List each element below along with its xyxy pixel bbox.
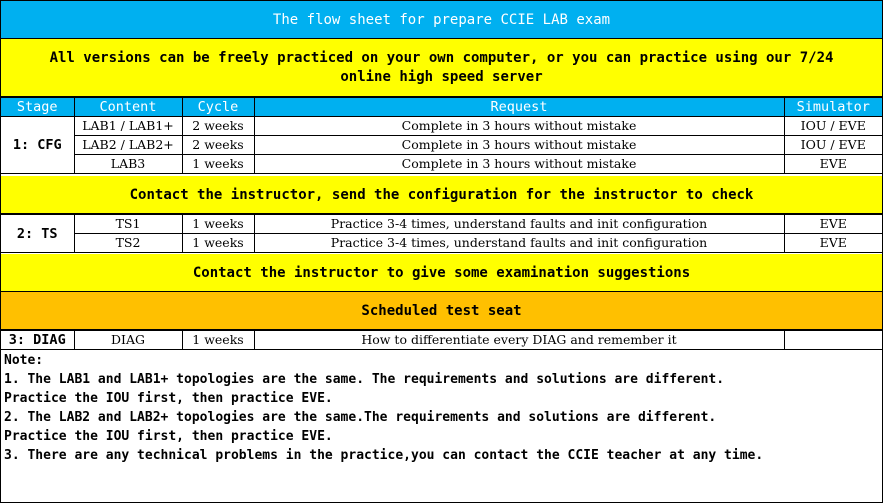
stage-ts: 2: TS: [1, 215, 74, 253]
simulator-cell: [784, 331, 882, 350]
note-line: Practice the IOU first, then practice EVE.: [4, 391, 333, 406]
cycle-cell: 1 weeks: [182, 155, 254, 174]
request-cell: Complete in 3 hours without mistake: [254, 136, 784, 155]
col-content: Content: [74, 98, 182, 117]
content-cell: LAB2 / LAB2+: [74, 136, 182, 155]
simulator-cell: EVE: [784, 155, 882, 174]
cycle-cell: 1 weeks: [182, 331, 254, 350]
contact-check-banner: Contact the instructor, send the configuration for the instructor to check: [1, 176, 882, 214]
request-cell: Practice 3-4 times, understand faults and init configuration: [254, 234, 784, 253]
notes-heading: Note:: [4, 353, 44, 368]
col-cycle: Cycle: [182, 98, 254, 117]
note-line: 3. There are any technical problems in the practice,you can contact the CCIE teacher at any time.: [4, 448, 764, 463]
col-stage: Stage: [1, 98, 74, 117]
simulator-cell: IOU / EVE: [784, 117, 882, 136]
cycle-cell: 1 weeks: [182, 215, 254, 234]
content-cell: DIAG: [74, 331, 182, 350]
ts-table: [1, 214, 882, 253]
sheet-title: The flow sheet for prepare CCIE LAB exam: [1, 1, 882, 39]
header-row: [1, 98, 882, 117]
request-cell: How to differentiate every DIAG and remember it: [254, 331, 784, 350]
simulator-cell: IOU / EVE: [784, 136, 882, 155]
stage-diag: 3: DIAG: [1, 331, 74, 350]
notes-section: [4, 351, 880, 465]
cfg-table: [1, 97, 882, 174]
note-line: 2. The LAB2 and LAB2+ topologies are the same.The requirements and solutions are different.: [4, 410, 717, 425]
table-row: [1, 155, 882, 174]
table-row: [1, 234, 882, 253]
request-cell: Complete in 3 hours without mistake: [254, 117, 784, 136]
simulator-cell: EVE: [784, 215, 882, 234]
table-row: [1, 136, 882, 155]
content-cell: TS1: [74, 215, 182, 234]
table-row: [1, 117, 882, 136]
content-cell: LAB1 / LAB1+: [74, 117, 182, 136]
note-line: 1. The LAB1 and LAB1+ topologies are the same. The requirements and solutions are different.: [4, 372, 725, 387]
contact-suggest-banner: Contact the instructor to give some examination suggestions: [1, 254, 882, 292]
col-simulator: Simulator: [784, 98, 882, 117]
content-cell: TS2: [74, 234, 182, 253]
cycle-cell: 2 weeks: [182, 117, 254, 136]
cycle-cell: 2 weeks: [182, 136, 254, 155]
col-request: Request: [254, 98, 784, 117]
free-practice-banner: All versions can be freely practiced on your own computer, or you can practice using our 7/24 online high speed server: [1, 39, 882, 97]
note-line: Practice the IOU first, then practice EVE.: [4, 429, 333, 444]
simulator-cell: EVE: [784, 234, 882, 253]
cycle-cell: 1 weeks: [182, 234, 254, 253]
table-row: [1, 331, 882, 350]
stage-cfg: 1: CFG: [1, 117, 74, 174]
diag-table: [1, 330, 882, 350]
table-row: [1, 215, 882, 234]
scheduled-seat-banner: Scheduled test seat: [1, 292, 882, 330]
content-cell: LAB3: [74, 155, 182, 174]
request-cell: Complete in 3 hours without mistake: [254, 155, 784, 174]
request-cell: Practice 3-4 times, understand faults and init configuration: [254, 215, 784, 234]
